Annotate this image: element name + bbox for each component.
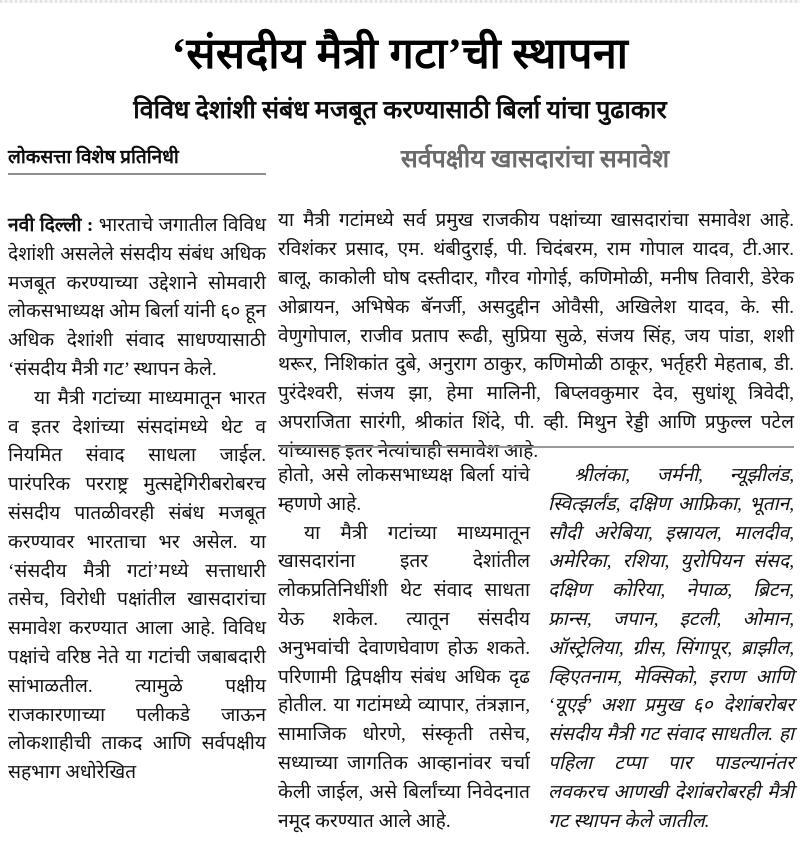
byline: लोकसत्ता विशेष प्रतिनिधी — [8, 143, 266, 175]
section-kicker: सर्वपक्षीय खासदारांचा समावेश — [400, 146, 670, 174]
paragraph: या मैत्री गटांच्या माध्यमातून खासदारांना इतर देशांतील लोकप्रतिनिधींशी थेट संवाद साधता येऊ शकेल. त्यातून संसदीय अनुभवांची देवाणघेवाण होऊ शकते. परिणामी द्विपक्षीय संबंध अधिक दृढ होतील. या गटांमध्ये व्यापार, तंत्रज्ञान, सामाजिक धोरणे, संस्कृती तसेच, सध्याच्या जागतिक आव्हानांवर चर्चा केली जाईल, असे बिर्लांच्या निवेदनात नमूद करण्यात आले आहे. — [278, 522, 530, 832]
paragraph: श्रीलंका, जर्मनी, न्यूझीलंड, स्वित्झर्लंड, दक्षिण आफ्रिका, भूतान, सौदी अरेबिया, इस्रायल, मालदीव, अमेरिका, रशिया, युरोपियन संसद, दक्षिण कोरिया, नेपाळ, ब्रिटन, फ्रान्स, जपान, इटली, ओमान, ऑस्ट्रेलिया, ग्रीस, सिंगापूर, ब्राझील, व्हिएतनाम, मेक्सिको, इराण आणि ‘यूएई’ अशा प्रमुख ६० देशांबरोबर संसदीय मैत्री गट संवाद साधतील. हा पहिला टप्पा पार पाडल्यानंतर लवकरच आणखी देशांबरोबरही मैत्री गट स्थापन केले जातील. — [548, 465, 794, 832]
paragraph: या मैत्री गटांच्या माध्यमातून भारत व इतर देशांच्या संसदांमध्ये थेट व नियमित संवाद साधला जाईल. पारंपरिक परराष्ट्र मुत्सद्देगिरीबरोबरच संसदीय पातळीवरही संबंध मजबूत करण्यावर भारताचा भर असेल. या ‘संसदीय मैत्री गटां’मध्ये सत्ताधारी तसेच, विरोधी पक्षांतील खासदारांचा समावेश करण्यात आला आहे. विविध पक्षांचे वरिष्ठ नेते या गटांची जबाबदारी सांभाळतील. त्यामुळे पक्षीय राजकारणाच्या पलीकडे जाऊन लोकशाहीची ताकद आणि सर्वपक्षीय सहभाग अधोरेखित — [8, 387, 266, 784]
lead-paragraph-wide — [278, 207, 794, 467]
article-body — [0, 207, 800, 866]
column-right — [548, 462, 794, 836]
section-divider — [280, 446, 794, 448]
paragraph: होतो, असे लोकसभाध्यक्ष बिर्ला यांचे म्हणणे आहे. — [278, 465, 530, 515]
subheadline: विविध देशांशी संबंध मजबूत करण्यासाठी बिर्ला यांचा पुढाकार — [133, 97, 667, 125]
page-title: ‘संसदीय मैत्री गटा’ची स्थापना — [171, 31, 629, 78]
paragraph: या मैत्री गटांमध्ये सर्व प्रमुख राजकीय पक्षांच्या खासदारांचा समावेश आहे. रविशंकर प्रसाद, एम. थंबीदुराई, पी. चिदंबरम, राम गोपाल यादव, टी.आर. बालू, काकोली घोष दस्तीदार, गौरव गोगोई, कणिमोळी, मनीष तिवारी, डेरेक ओब्रायन, अभिषेक बॅनर्जी, असदुद्दीन ओवैसी, अखिलेश यादव, के. सी. वेणुगोपाल, राजीव प्रताप रूढी, सुप्रिया सुळे, संजय सिंह, जय पांडा, शशी थरूर, निशिकांत दुबे, अनुराग ठाकुर, कणिमोळी ठाकूर, भर्तृहरी मेहताब, डी. पुरंदेश्वरी, संजय झा, हेमा मालिनी, बिप्लवकुमार देव, सुधांशू त्रिवेदी, अपराजिता सारंगी, श्रीकांत शिंदे, पी. व्ही. मिथुन रेड्डी आणि प्रफुल्ल पटेल यांच्यासह इतर नेत्यांचाही समावेश आहे. — [278, 210, 794, 462]
paragraph — [8, 212, 266, 385]
dateline: नवी दिल्ली : — [8, 215, 94, 236]
column-left — [8, 212, 266, 788]
column-middle — [278, 462, 530, 836]
paragraph-text: भारताचे जगातील विविध देशांशी असलेले संसदीय संबंध अधिक मजबूत करण्याच्या उद्देशाने सोमवारी लोकसभाध्यक्ष ओम बिर्ला यांनी ६० हून अधिक देशांशी संवाद साधण्यासाठी ‘संसदीय मैत्री गट’ स्थापन केले. — [8, 215, 267, 380]
byline-row — [0, 143, 800, 177]
